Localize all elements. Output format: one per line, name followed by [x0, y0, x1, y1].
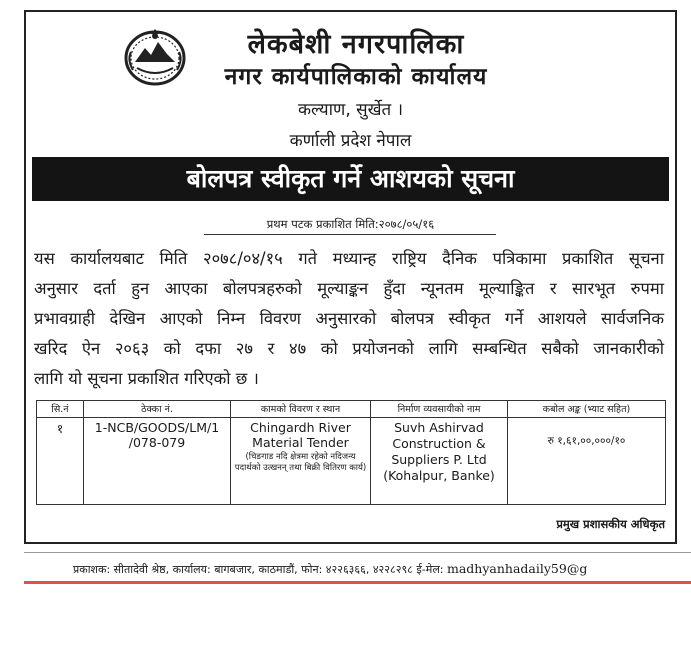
publish-date-underline	[204, 234, 496, 235]
cell-sn: १	[37, 418, 84, 505]
cell-contractor	[371, 418, 508, 505]
footer-divider	[24, 552, 691, 553]
publish-date: प्रथम पटक प्रकाशित मिति:२०७८/०५/१६	[266, 217, 435, 231]
cell-contract-no: 1-NCB/GOODS/LM/1 /078-079	[84, 418, 231, 505]
notice-body-line: अनुसार दर्ता हुन आएका बोलपत्रहरुको मूल्याङ्कन हुँदा न्यूनतम मूल्याङ्कित र सारभूत रुपमा	[34, 279, 664, 298]
work-description-detail: (चिङगाड नदि क्षेत्रमा रहेको नदिजन्य पदार्थको उत्खनन् तथा बिक्री वितिरण कार्य)	[234, 452, 367, 473]
contractor-name-line: Suppliers P. Ltd	[391, 452, 487, 467]
bid-table	[36, 400, 666, 505]
table-row	[37, 418, 666, 505]
cell-bid-amount	[508, 418, 666, 505]
col-header-contract-no: ठेक्का नं.	[84, 401, 231, 418]
office-subtitle: नगर कार्यपालिकाको कार्यालय	[224, 64, 488, 90]
province-name: कर्णाली प्रदेश नेपाल	[289, 131, 412, 151]
notice-body-line: प्रभावग्राही देखिन आएको निम्न विवरण अनुसारको बोलपत्र स्वीकृत गर्ने आशयले सार्वजनिक	[34, 309, 664, 328]
footer-red-rule	[24, 581, 691, 584]
notice-body-line: लागि यो सूचना प्रकाशित गरिएको छ ।	[34, 369, 259, 388]
notice-box	[24, 10, 677, 544]
publisher-info: प्रकाशक: सीतादेवी श्रेष्ठ, कार्यालय: बागबजार, काठमाडौं, फोन: ४२२६३६६, ४२२८२९८ ई-मेल:	[73, 563, 447, 576]
col-header-work-description: कामको विवरण र स्थान	[231, 401, 371, 418]
office-name: लेकबेशी नगरपालिका	[247, 29, 465, 60]
notice-title-banner: बोलपत्र स्वीकृत गर्ने आशयको सूचना	[32, 157, 669, 201]
notice-body-line: यस कार्यालयबाट मिति २०७८/०४/१५ गते मध्यान्ह राष्ट्रिय दैनिक पत्रिकामा प्रकाशित सूचना	[34, 249, 664, 268]
office-location: कल्याण, सुर्खेत ।	[297, 100, 404, 120]
bid-amount-value: रु १,६१,००,०००/१०	[547, 435, 626, 447]
contractor-name-line: Suvh Ashirvad	[394, 420, 484, 435]
notice-body-line: खरिद ऐन २०६३ को दफा २७ र ४७ को प्रयोजनको लागि सम्बन्धित सबैको जानकारीको	[34, 339, 664, 358]
col-header-sn: सि.नं	[37, 401, 84, 418]
publisher-email: madhyanhadaily59@g	[446, 561, 588, 576]
col-header-contractor: निर्माण व्यवसायीको नाम	[371, 401, 508, 418]
contractor-name-line: Construction &	[392, 436, 486, 451]
contractor-address: (Kohalpur, Banke)	[383, 468, 495, 483]
table-header-row	[37, 401, 666, 418]
notice-body	[34, 244, 664, 394]
signatory: प्रमुख प्रशासकीय अधिकृत	[556, 517, 665, 531]
col-header-bid-amount: कबोल अङ्क (भ्याट सहित)	[508, 401, 666, 418]
publisher-footer	[73, 561, 587, 577]
cell-work-description	[231, 418, 371, 505]
work-description-main: Chingardh River Material Tender	[250, 420, 351, 450]
